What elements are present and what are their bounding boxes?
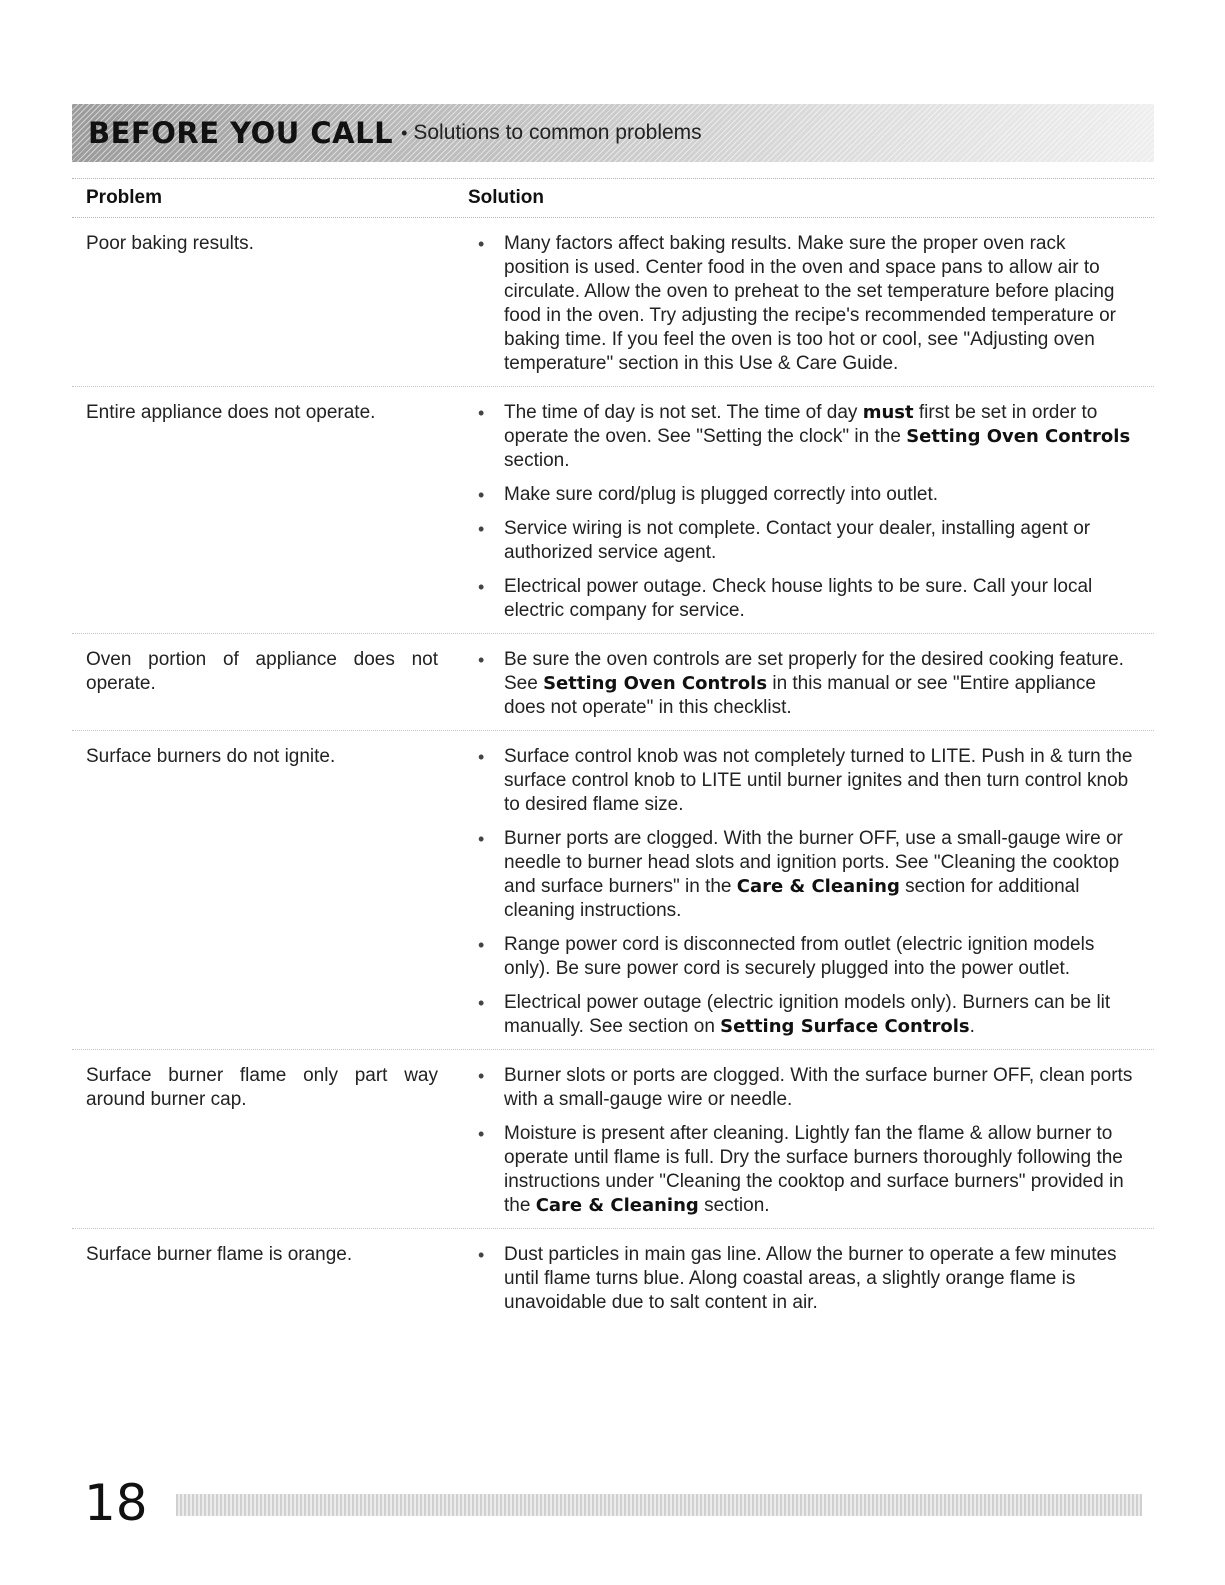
- solution-list: [478, 1243, 1154, 1315]
- problem-text: Oven portion of appliance does not operate.: [86, 649, 438, 694]
- solution-text: Surface control knob was not completely turned to LITE. Push in & turn the surface control knob to LITE until burner ignites and then turn control knob to desired flame size.: [504, 746, 1133, 815]
- table-row: [72, 1229, 1154, 1325]
- solution-text: section for additional cleaning instructions.: [504, 876, 1080, 921]
- section-banner: [72, 104, 1154, 162]
- problem-text: Surface burner flame only part way around burner cap.: [86, 1065, 438, 1110]
- solution-item: [478, 517, 1134, 565]
- section-title: BEFORE YOU CALL: [88, 116, 394, 150]
- solution-text: Service wiring is not complete. Contact your dealer, installing agent or authorized service agent.: [504, 518, 1091, 563]
- solution-text: Electrical power outage. Check house lights to be sure. Call your local electric company for service.: [504, 576, 1093, 621]
- solution-item: [478, 1064, 1134, 1112]
- solution-text: Dust particles in main gas line. Allow the burner to operate a few minutes until flame turns blue. Along coastal areas, a slightly orange flame is unavoidable due to salt content in air.: [504, 1244, 1117, 1313]
- solution-text: Make sure cord/plug is plugged correctly into outlet.: [504, 484, 939, 505]
- title-separator: •: [401, 122, 408, 143]
- solution-emphasis: must: [862, 402, 914, 423]
- solution-list: [478, 745, 1154, 1039]
- troubleshooting-table: [72, 218, 1154, 1325]
- table-row: [72, 634, 1154, 731]
- solution-text: section.: [504, 450, 570, 471]
- solution-item: [478, 827, 1134, 923]
- solution-item: [478, 401, 1134, 473]
- solution-emphasis: Care & Cleaning: [535, 1195, 699, 1216]
- solution-list: [478, 1064, 1154, 1218]
- solution-text: Be sure the oven controls are set properly for the desired cooking feature. See: [504, 649, 1124, 694]
- table-row: [72, 731, 1154, 1050]
- solution-item: [478, 745, 1134, 817]
- problem-text: Entire appliance does not operate.: [86, 402, 376, 423]
- column-header-solution: Solution: [468, 187, 544, 208]
- solution-item: [478, 991, 1134, 1039]
- table-row: [72, 218, 1154, 387]
- table-header: [72, 178, 1154, 218]
- solution-item: [478, 933, 1134, 981]
- table-row: [72, 1050, 1154, 1229]
- solution-text: section.: [698, 1195, 770, 1216]
- problem-text: Surface burner flame is orange.: [86, 1244, 353, 1265]
- solution-item: [478, 232, 1134, 376]
- solution-item: [478, 648, 1134, 720]
- solution-text: The time of day is not set. The time of day: [504, 402, 863, 423]
- problem-text: Surface burners do not ignite.: [86, 746, 336, 767]
- page-number: 18: [84, 1474, 148, 1532]
- solution-list: [478, 648, 1154, 720]
- solution-item: [478, 1122, 1134, 1218]
- column-header-problem: Problem: [86, 187, 163, 208]
- solution-list: [478, 401, 1154, 623]
- solution-text: Electrical power outage (electric ignition models only). Burners can be lit manually. See section on: [504, 992, 1111, 1037]
- solution-text: first be set in order to operate the oven. See "Setting the clock" in the: [504, 402, 1098, 447]
- solution-text: Burner ports are clogged. With the burner OFF, use a small-gauge wire or needle to burner head slots and ignition ports. See "Cleaning the cooktop and surface burners" in the: [504, 828, 1123, 897]
- solution-emphasis: Setting Oven Controls: [543, 673, 768, 694]
- footer-decorative-band: [176, 1494, 1142, 1516]
- section-subtitle: Solutions to common problems: [413, 121, 702, 144]
- solution-text: Many factors affect baking results. Make sure the proper oven rack position is used. Center food in the oven and space pans to allow air to circulate. Allow the oven to preheat to the set temperature before placing food in the oven. Try adjusting the recipe's recommended temperature or baking time. If you feel the oven is too hot or cool, see "Adjusting oven temperature" section in this Use & Care Guide.: [504, 233, 1116, 374]
- solution-emphasis: Care & Cleaning: [736, 876, 900, 897]
- solution-text: Moisture is present after cleaning. Lightly fan the flame & allow burner to operate until flame is full. Dry the surface burners thoroughly following the instructions under "Cleaning the cooktop and surface burners" provided in the: [504, 1123, 1124, 1216]
- solution-list: [478, 232, 1154, 376]
- solution-emphasis: Setting Oven Controls: [906, 426, 1131, 447]
- solution-item: [478, 575, 1134, 623]
- problem-text: Poor baking results.: [86, 233, 254, 254]
- solution-item: [478, 1243, 1134, 1315]
- solution-text: Burner slots or ports are clogged. With the surface burner OFF, clean ports with a small-gauge wire or needle.: [504, 1065, 1133, 1110]
- solution-text: in this manual or see "Entire appliance does not operate" in this checklist.: [504, 673, 1096, 718]
- solution-emphasis: Setting Surface Controls: [720, 1016, 970, 1037]
- solution-text: .: [969, 1016, 975, 1037]
- solution-text: Range power cord is disconnected from outlet (electric ignition models only). Be sure power cord is securely plugged into the power outlet.: [504, 934, 1095, 979]
- solution-item: [478, 483, 1134, 507]
- table-row: [72, 387, 1154, 634]
